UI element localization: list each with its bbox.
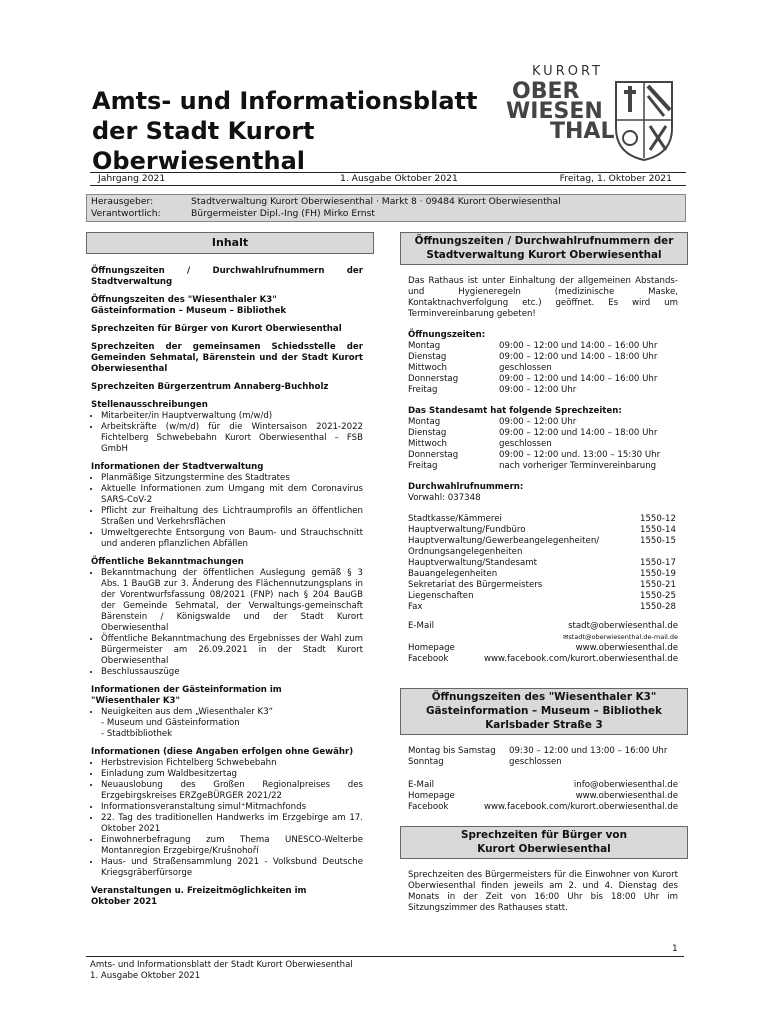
table-row bbox=[408, 428, 660, 439]
town-logo bbox=[506, 64, 674, 164]
durchwahl-table bbox=[408, 514, 678, 613]
table-row bbox=[408, 580, 678, 591]
sprechzeiten-heading: Sprechzeiten für Bürger von Kurort Oberwiesenthal bbox=[400, 826, 688, 859]
toc-item[interactable]: Veranstaltungen u. Freizeitmöglichkeiten im bbox=[91, 886, 307, 896]
intro-text: Das Rathaus ist unter Einhaltung der allgemeinen Abstands- und Hygieneregeln (medizinische Maske, Kontaktnachverfolgung etc.) geöffnet. Es wird um Terminvereinbarung gebeten! bbox=[408, 276, 678, 319]
email-row bbox=[408, 780, 678, 791]
table-row bbox=[408, 525, 678, 536]
email-link[interactable]: stadt@oberwiesenthal.de bbox=[568, 621, 678, 631]
homepage-row bbox=[408, 643, 678, 654]
table-row bbox=[408, 374, 657, 385]
toc-item-sub: Gästeinformation – Museum – Bibliothek bbox=[91, 306, 287, 316]
dept-cell: Liegenschaften bbox=[408, 591, 474, 601]
email-link[interactable]: info@oberwiesenthal.de bbox=[573, 780, 678, 790]
homepage-row bbox=[408, 791, 678, 802]
table-row bbox=[408, 385, 657, 396]
number-cell: 1550-21 bbox=[640, 580, 676, 590]
day-cell: Montag bis Samstag bbox=[408, 746, 496, 756]
zeiten-heading: Öffnungszeiten: bbox=[408, 330, 486, 340]
footer-line: Amts- und Informationsblatt der Stadt Kurort Oberwiesenthal bbox=[90, 960, 353, 970]
k3-row bbox=[408, 757, 678, 768]
toc-list bbox=[91, 473, 363, 550]
sprechzeiten-text: Sprechzeiten des Bürgermeisters für die Einwohner von Kurort Oberwiesenthal finden jeweils am 2. und 4. Dienstag des Monats in der Zeit von 16:00 Uhr bis 18:00 Uhr im Sitzungszimmer des Rathauses statt. bbox=[408, 870, 678, 913]
number-cell: 1550-19 bbox=[640, 569, 676, 579]
day-cell: Montag bbox=[408, 341, 441, 351]
number-cell: 1550-28 bbox=[640, 602, 676, 612]
facebook-label: Facebook bbox=[408, 802, 449, 812]
day-cell: Freitag bbox=[408, 385, 438, 395]
list-item[interactable]: • Bekanntmachung der öffentlichen Auslegung gemäß § 3 Abs. 1 BauGB zur 3. Änderung des Flächennutzungsplans in der Vorentwurfsfassung 08/2021 (FNP) nach § 204 BauGB der Gemeinde Sehmatal, der Verwaltungs-gemeinschaft Bärenstein / Königswalde und der Stadt Kurort Oberwiesenthal bbox=[101, 568, 363, 634]
toc-list bbox=[91, 758, 363, 879]
facebook-link[interactable]: www.facebook.com/kurort.oberwiesenthal.de bbox=[483, 802, 678, 812]
zeiten-table bbox=[408, 341, 657, 396]
toc-item[interactable]: Sprechzeiten Bürgerzentrum Annaberg-Buchholz bbox=[91, 382, 329, 392]
list-item[interactable]: • Aktuelle Informationen zum Umgang mit dem Coronavirus SARS-CoV-2 bbox=[101, 484, 363, 506]
datum: Freitag, 1. Oktober 2021 bbox=[559, 173, 672, 184]
table-row bbox=[408, 461, 660, 472]
toc-item[interactable]: Öffnungszeiten / Durchwahlrufnummern der Stadtverwaltung bbox=[91, 266, 363, 287]
k3-row bbox=[408, 746, 678, 757]
table-of-contents bbox=[91, 266, 363, 908]
table-row bbox=[408, 558, 678, 569]
toc-section-heading: Stellenausschreibungen bbox=[91, 400, 208, 410]
table-row bbox=[408, 439, 660, 450]
issue-info-bar bbox=[90, 172, 686, 186]
time-cell: geschlossen bbox=[509, 757, 562, 767]
number-cell: 1550-12 bbox=[640, 514, 676, 524]
toc-item[interactable]: Öffnungszeiten des "Wiesenthaler K3" bbox=[91, 295, 277, 305]
dept-cell: Hauptverwaltung/Fundbüro bbox=[408, 525, 526, 535]
table-row bbox=[408, 363, 657, 374]
day-cell: Donnerstag bbox=[408, 374, 459, 384]
toc-section-heading: Öffentliche Bekanntmachungen bbox=[91, 557, 244, 567]
list-item[interactable]: • Öffentliche Bekanntmachung des Ergebnisses der Wahl zum Bürgermeister am 26.09.2021 in der Stadt Kurort Oberwiesenthal bbox=[101, 634, 363, 667]
list-item[interactable]: • Haus- und Straßensammlung 2021 - Volksbund Deutsche Kriegsgräberfürsorge bbox=[101, 857, 363, 879]
page-number: 1 bbox=[672, 944, 678, 954]
table-row bbox=[408, 569, 678, 580]
toc-section-heading: Informationen (diese Angaben erfolgen ohne Gewähr) bbox=[91, 747, 354, 757]
mail-icon: ✉ bbox=[562, 633, 569, 641]
day-cell: Montag bbox=[408, 417, 441, 427]
toc-section-heading: "Wiesenthaler K3" bbox=[91, 696, 180, 706]
list-item[interactable]: • Neuauslobung des Großen Regionalpreises des Erzgebirgskreises ERZgeBÜRGER 2021/22 bbox=[101, 780, 363, 802]
coat-of-arms-icon bbox=[614, 80, 674, 162]
day-cell: Mittwoch bbox=[408, 439, 447, 449]
list-item[interactable]: • Neuigkeiten aus dem „Wiesenthaler K3“ bbox=[101, 707, 363, 718]
toc-section-heading: Informationen der Stadtverwaltung bbox=[91, 462, 264, 472]
email-label: E-Mail bbox=[408, 621, 434, 631]
table-row bbox=[408, 591, 678, 602]
time-cell: 09:00 – 12:00 und 14:00 – 16:00 Uhr bbox=[499, 374, 658, 384]
time-cell: 09:00 – 12:00 und 14:00 – 18:00 Uhr bbox=[499, 428, 658, 438]
footer-divider bbox=[86, 956, 684, 957]
facebook-label: Facebook bbox=[408, 654, 449, 664]
standesamt-heading: Das Standesamt hat folgende Sprechzeiten: bbox=[408, 406, 622, 416]
time-cell: 09:00 – 12:00 und. 13:00 – 15:30 Uhr bbox=[499, 450, 661, 460]
day-cell: Donnerstag bbox=[408, 450, 459, 460]
toc-item[interactable]: Sprechzeiten der gemeinsamen Schiedsstelle der Gemeinden Sehmatal, Bärenstein und der Stadt Kurort Oberwiesenthal bbox=[91, 342, 363, 374]
dept-cell: Sekretariat des Bürgermeisters bbox=[408, 580, 543, 590]
list-item[interactable]: • Umweltgerechte Entsorgung von Baum- und Strauchschnitt und anderen pflanzlichen Abfällen bbox=[101, 528, 363, 550]
time-cell: 09:00 – 12:00 Uhr bbox=[499, 385, 577, 395]
list-subitem: - Museum und Gästeinformation bbox=[101, 718, 240, 728]
dept-cell: Bauangelegenheiten bbox=[408, 569, 498, 579]
day-cell: Freitag bbox=[408, 461, 438, 471]
email-label: E-Mail bbox=[408, 780, 434, 790]
number-cell: 1550-25 bbox=[640, 591, 676, 601]
toc-list bbox=[91, 568, 363, 678]
toc-item-sub: Oktober 2021 bbox=[91, 897, 158, 907]
day-cell: Mittwoch bbox=[408, 363, 447, 373]
number-cell: 1550-17 bbox=[640, 558, 676, 568]
list-item[interactable]: • 22. Tag des traditionellen Handwerks im Erzgebirge am 17. Oktober 2021 bbox=[101, 813, 363, 835]
jahrgang: Jahrgang 2021 bbox=[98, 173, 166, 184]
logo-word-thal: THAL bbox=[550, 119, 615, 144]
time-cell: 09:00 – 12:00 und 14:00 – 16:00 Uhr bbox=[499, 341, 658, 351]
facebook-link[interactable]: www.facebook.com/kurort.oberwiesenthal.de bbox=[483, 654, 678, 664]
logo-word-ober: OBER bbox=[512, 79, 580, 104]
list-item[interactable]: • Pflicht zur Freihaltung des Lichtraumprofils an öffentlichen Straßen und Verkehrsflächen bbox=[101, 506, 363, 528]
footer bbox=[90, 960, 353, 982]
day-cell: Sonntag bbox=[408, 757, 444, 767]
page-title: Amts- und Informationsblatt der Stadt Kurort Oberwiesenthal bbox=[92, 87, 478, 175]
time-cell: geschlossen bbox=[499, 439, 552, 449]
day-cell: Dienstag bbox=[408, 352, 447, 362]
facebook-row bbox=[408, 802, 678, 813]
list-item[interactable]: • Beschlussauszüge bbox=[101, 667, 363, 678]
toc-item[interactable]: Sprechzeiten für Bürger von Kurort Oberwiesenthal bbox=[91, 324, 342, 334]
number-cell: 1550-14 bbox=[640, 525, 676, 535]
dept-cell: Fax bbox=[408, 602, 423, 612]
time-cell: 09:00 – 12:00 Uhr bbox=[499, 417, 577, 427]
table-row bbox=[408, 514, 678, 525]
de-mail-link[interactable]: stadt@oberwiesenthal.de-mail.de bbox=[568, 633, 678, 641]
oeffnungszeiten-section bbox=[408, 276, 678, 665]
list-item[interactable]: • Arbeitskräfte (w/m/d) für die Wintersaison 2021-2022 Fichtelberg Schwebebahn Kurort Oberwiesenthal – FSB GmbH bbox=[101, 422, 363, 455]
email-row bbox=[408, 621, 678, 632]
list-item[interactable]: • Herbstrevision Fichtelberg Schwebebahn bbox=[101, 758, 363, 769]
table-row bbox=[408, 341, 657, 352]
oeffnungszeiten-heading: Öffnungszeiten / Durchwahlrufnummern der Stadtverwaltung Kurort Oberwiesenthal bbox=[400, 232, 688, 265]
time-cell: geschlossen bbox=[499, 363, 552, 373]
number-cell: 1550-15 bbox=[640, 536, 676, 546]
table-row bbox=[408, 450, 660, 461]
list-subitem: - Stadtbibliothek bbox=[101, 729, 173, 739]
impressum: Herausgeber: Stadtverwaltung Kurort Oberwiesenthal · Markt 8 · 09484 Kurort Oberwiesenthal Verantwortlich: Bürgermeister Dipl.-Ing (FH) Mirko Ernst bbox=[86, 194, 686, 222]
list-item[interactable]: • Einwohnerbefragung zum Thema UNESCO-Welterbe Montanregion Erzgebirge/Krušnohoří bbox=[101, 835, 363, 857]
list-item[interactable]: • Informationsveranstaltung simul⁺Mitmachfonds bbox=[101, 802, 363, 813]
vorwahl: Vorwahl: 037348 bbox=[408, 493, 481, 503]
durchwahl-heading: Durchwahlrufnummern: bbox=[408, 482, 524, 492]
table-row bbox=[408, 602, 678, 613]
table-row bbox=[408, 417, 660, 428]
footer-line: 1. Ausgabe Oktober 2021 bbox=[90, 971, 201, 981]
dept-cell: Stadtkasse/Kämmerei bbox=[408, 514, 502, 524]
toc-section-heading: Informationen der Gästeinformation im bbox=[91, 685, 282, 695]
table-row bbox=[408, 547, 678, 558]
dept-cell: Hauptverwaltung/Gewerbeangelegenheiten/ bbox=[408, 536, 600, 546]
dept-cell: Hauptverwaltung/Standesamt bbox=[408, 558, 537, 568]
ausgabe: 1. Ausgabe Oktober 2021 bbox=[340, 173, 458, 184]
time-cell: 09:30 – 12:00 und 13:00 – 16:00 Uhr bbox=[509, 746, 668, 756]
k3-heading: Öffnungszeiten des "Wiesenthaler K3" Gästeinformation – Museum – Bibliothek Karlsbader Straße 3 bbox=[400, 688, 688, 735]
time-cell: 09:00 – 12:00 und 14:00 – 18:00 Uhr bbox=[499, 352, 658, 362]
homepage-label: Homepage bbox=[408, 643, 455, 653]
list-item[interactable]: • Mitarbeiter/in Hauptverwaltung (m/w/d) bbox=[101, 411, 363, 422]
inhalt-heading: Inhalt bbox=[86, 232, 374, 254]
table-row bbox=[408, 352, 657, 363]
dept-cell: Ordnungsangelegenheiten bbox=[408, 547, 523, 557]
homepage-link[interactable]: www.oberwiesenthal.de bbox=[575, 643, 678, 653]
toc-list bbox=[91, 411, 363, 455]
list-item[interactable]: • Einladung zum Waldbesitzertag bbox=[101, 769, 363, 780]
list-item[interactable]: • Planmäßige Sitzungstermine des Stadtrates bbox=[101, 473, 363, 484]
toc-list bbox=[91, 707, 363, 718]
standesamt-table bbox=[408, 417, 660, 472]
logo-word-wiesen: WIESEN bbox=[506, 99, 603, 124]
number-cell bbox=[640, 547, 678, 558]
table-row bbox=[408, 536, 678, 547]
email2-row bbox=[408, 632, 678, 643]
facebook-row bbox=[408, 654, 678, 665]
homepage-link[interactable]: www.oberwiesenthal.de bbox=[575, 791, 678, 801]
time-cell: nach vorheriger Terminvereinbarung bbox=[499, 461, 657, 471]
day-cell: Dienstag bbox=[408, 428, 447, 438]
k3-section bbox=[408, 746, 678, 813]
logo-kurort: KURORT bbox=[532, 64, 603, 79]
homepage-label: Homepage bbox=[408, 791, 455, 801]
